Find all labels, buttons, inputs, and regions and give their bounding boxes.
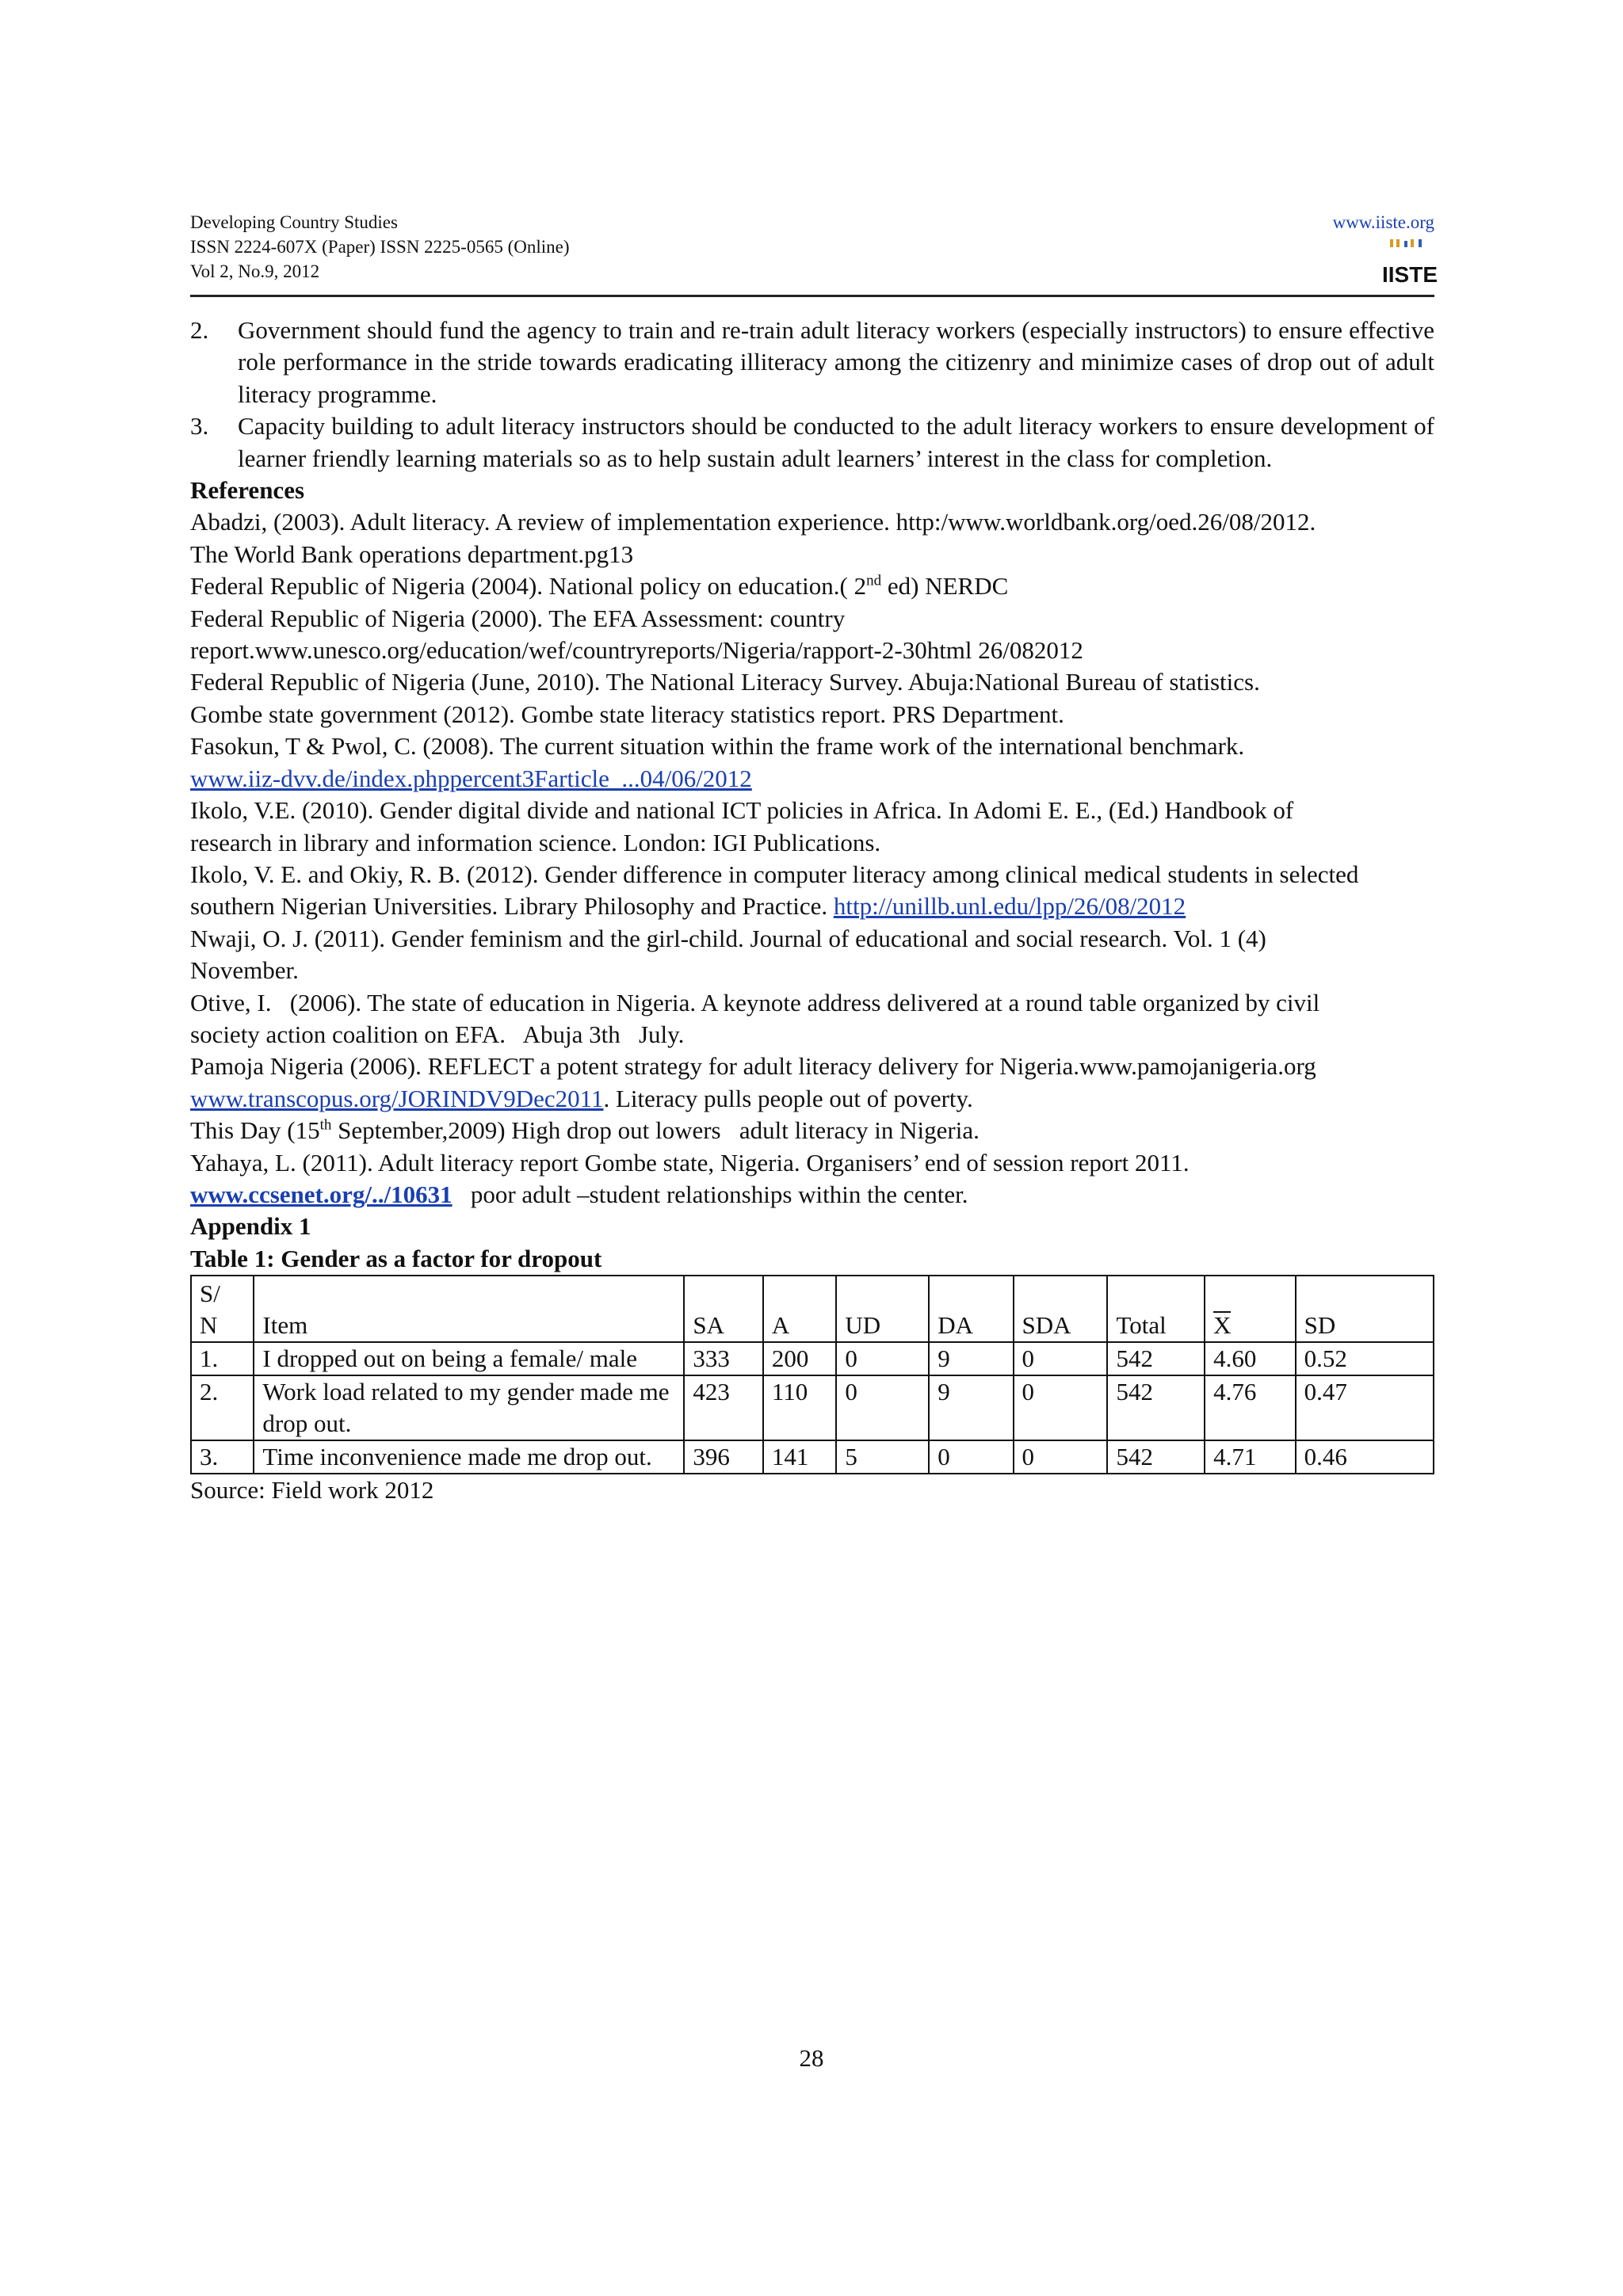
table-header-cell: DA xyxy=(929,1276,1013,1342)
journal-volume: Vol 2, No.9, 2012 xyxy=(190,261,320,281)
table-header-cell xyxy=(1205,1276,1296,1342)
table-title: Table 1: Gender as a factor for dropout xyxy=(190,1244,602,1272)
table-header-cell: Total xyxy=(1107,1276,1205,1342)
reference-line: November. xyxy=(190,956,299,985)
table-cell: 141 xyxy=(763,1440,836,1474)
journal-header xyxy=(190,210,570,284)
website-link[interactable]: www.iiste.org xyxy=(1332,212,1434,232)
reference-line: www.transcopus.org/JORINDV9Dec2011. Literacy pulls people out of poverty. xyxy=(190,1084,973,1112)
table-header-cell: Item xyxy=(254,1276,684,1342)
table-header-cell: SD xyxy=(1296,1276,1434,1342)
table-cell: 2. xyxy=(191,1375,254,1440)
table-cell: 9 xyxy=(929,1375,1013,1440)
reference-line: Nwaji, O. J. (2011). Gender feminism and the girl-child. Journal of educational and social research. Vol. 1 (4) xyxy=(190,924,1266,952)
main-content xyxy=(190,315,1434,1507)
journal-name: Developing Country Studies xyxy=(190,212,398,232)
journal-issn: ISSN 2224-607X (Paper) ISSN 2225-0565 (Online) xyxy=(190,237,570,257)
table-cell: 0 xyxy=(929,1440,1013,1474)
reference-line: southern Nigerian Universities. Library Philosophy and Practice. http://unillb.unl.edu/lpp/26/08/2012 xyxy=(190,892,1186,921)
table-cell: 1. xyxy=(191,1342,254,1375)
table-cell: 542 xyxy=(1107,1375,1205,1440)
table-header-cell: SA xyxy=(684,1276,762,1342)
table-cell: 542 xyxy=(1107,1342,1205,1375)
table-cell: 542 xyxy=(1107,1440,1205,1474)
iiste-logo xyxy=(1381,238,1438,287)
reference-line: Gombe state government (2012). Gombe state literacy statistics report. PRS Department. xyxy=(190,700,1064,728)
table-header-cell: UD xyxy=(836,1276,929,1342)
references-heading: References xyxy=(190,476,305,505)
reference-line: The World Bank operations department.pg13 xyxy=(190,540,634,568)
header-rule xyxy=(190,295,1434,297)
dropout-table xyxy=(190,1275,1434,1474)
reference-line: Federal Republic of Nigeria (June, 2010). The National Literacy Survey. Abuja:National Bureau of statistics. xyxy=(190,668,1260,696)
svg-text:IISTE: IISTE xyxy=(1381,262,1438,287)
table-row xyxy=(191,1342,1434,1375)
reference-line: society action coalition on EFA. Abuja 3th July. xyxy=(190,1020,685,1048)
table-source: Source: Field work 2012 xyxy=(190,1476,434,1505)
table-cell: 0 xyxy=(836,1375,929,1440)
table-header-cell: A xyxy=(763,1276,836,1342)
reference-line: Federal Republic of Nigeria (2000). The EFA Assessment: country xyxy=(190,604,846,632)
reference-link[interactable]: www.ccsenet.org/../10631 xyxy=(190,1180,453,1208)
table-cell: Work load related to my gender made me drop out. xyxy=(254,1375,684,1440)
list-text: Government should fund the agency to train and re-train adult literacy workers (especially instructors) to ensure effective role performance in the stride towards eradicating illiteracy among the citizenry and minimize cases of drop out of adult literacy programme. xyxy=(238,316,1434,408)
reference-line: www.ccsenet.org/../10631 poor adult –student relationships within the center. xyxy=(190,1180,968,1208)
table-cell: 0.47 xyxy=(1296,1375,1434,1440)
list-number: 3. xyxy=(190,412,209,441)
recommendation-item xyxy=(190,315,1434,410)
reference-line xyxy=(190,763,1434,795)
table-cell: 3. xyxy=(191,1440,254,1474)
table-cell: 9 xyxy=(929,1342,1013,1375)
header-right xyxy=(1333,210,1434,235)
table-row xyxy=(191,1375,1434,1440)
table-cell: 333 xyxy=(684,1342,762,1375)
table-cell: 4.76 xyxy=(1205,1375,1296,1440)
table-cell: 396 xyxy=(684,1440,762,1474)
table-cell: 0 xyxy=(1014,1375,1108,1440)
reference-line: Yahaya, L. (2011). Adult literacy report Gombe state, Nigeria. Organisers’ end of session report 2011. xyxy=(190,1148,1190,1177)
list-number: 2. xyxy=(190,316,209,344)
mean-symbol: X xyxy=(1213,1311,1232,1340)
table-cell: I dropped out on being a female/ male xyxy=(254,1342,684,1375)
list-text: Capacity building to adult literacy instructors should be conducted to the adult literacy workers to ensure development of learner friendly learning materials so as to help sustain adult learners’ interest in the class for completion. xyxy=(238,412,1434,472)
reference-line: report.www.unesco.org/education/wef/countryreports/Nigeria/rapport-2-30html 26/082012 xyxy=(190,636,1083,665)
table-cell: 0 xyxy=(1014,1440,1108,1474)
table-cell: 5 xyxy=(836,1440,929,1474)
table-cell: 0.46 xyxy=(1296,1440,1434,1474)
table-cell: 110 xyxy=(763,1375,836,1440)
table-cell: Time inconvenience made me drop out. xyxy=(254,1440,684,1474)
table-cell: 0 xyxy=(1014,1342,1108,1375)
reference-line: Ikolo, V.E. (2010). Gender digital divide and national ICT policies in Africa. In Adomi E. E., (Ed.) Handbook of xyxy=(190,796,1294,825)
table-cell: 423 xyxy=(684,1375,762,1440)
table-row xyxy=(191,1440,1434,1474)
reference-link[interactable]: www.iiz-dvv.de/index.phppercent3Farticle_...04/06/2012 xyxy=(190,764,752,792)
table-cell: 200 xyxy=(763,1342,836,1375)
page-number: 28 xyxy=(799,2044,824,2072)
table-header-row xyxy=(191,1276,1434,1342)
reference-line: Ikolo, V. E. and Okiy, R. B. (2012). Gender difference in computer literacy among clinical medical students in selected xyxy=(190,860,1359,888)
reference-line: Pamoja Nigeria (2006). REFLECT a potent strategy for adult literacy delivery for Nigeria.www.pamojanigeria.org xyxy=(190,1052,1316,1081)
appendix-heading: Appendix 1 xyxy=(190,1212,311,1241)
reference-link[interactable]: www.transcopus.org/JORINDV9Dec2011 xyxy=(190,1084,604,1112)
reference-link[interactable]: http://unillb.unl.edu/lpp/26/08/2012 xyxy=(833,892,1186,921)
table-header-cell: SDA xyxy=(1014,1276,1108,1342)
reference-line: research in library and information science. London: IGI Publications. xyxy=(190,828,881,856)
reference-line: Federal Republic of Nigeria (2004). National policy on education.( 2nd ed) NERDC xyxy=(190,572,1009,601)
table-header-cell: S/ N xyxy=(191,1276,254,1342)
reference-line: Abadzi, (2003). Adult literacy. A review of implementation experience. http:/www.worldbank.org/oed.26/08/2012. xyxy=(190,508,1316,536)
reference-line: Otive, I. (2006). The state of education in Nigeria. A keynote address delivered at a round table organized by civil xyxy=(190,988,1320,1016)
table-cell: 4.60 xyxy=(1205,1342,1296,1375)
table-cell: 0.52 xyxy=(1296,1342,1434,1375)
table-cell: 4.71 xyxy=(1205,1440,1296,1474)
reference-line: This Day (15th September,2009) High drop out lowers adult literacy in Nigeria. xyxy=(190,1116,980,1145)
table-cell: 0 xyxy=(836,1342,929,1375)
reference-line: Fasokun, T & Pwol, C. (2008). The current situation within the frame work of the international benchmark. xyxy=(190,732,1245,761)
recommendation-item xyxy=(190,410,1434,475)
